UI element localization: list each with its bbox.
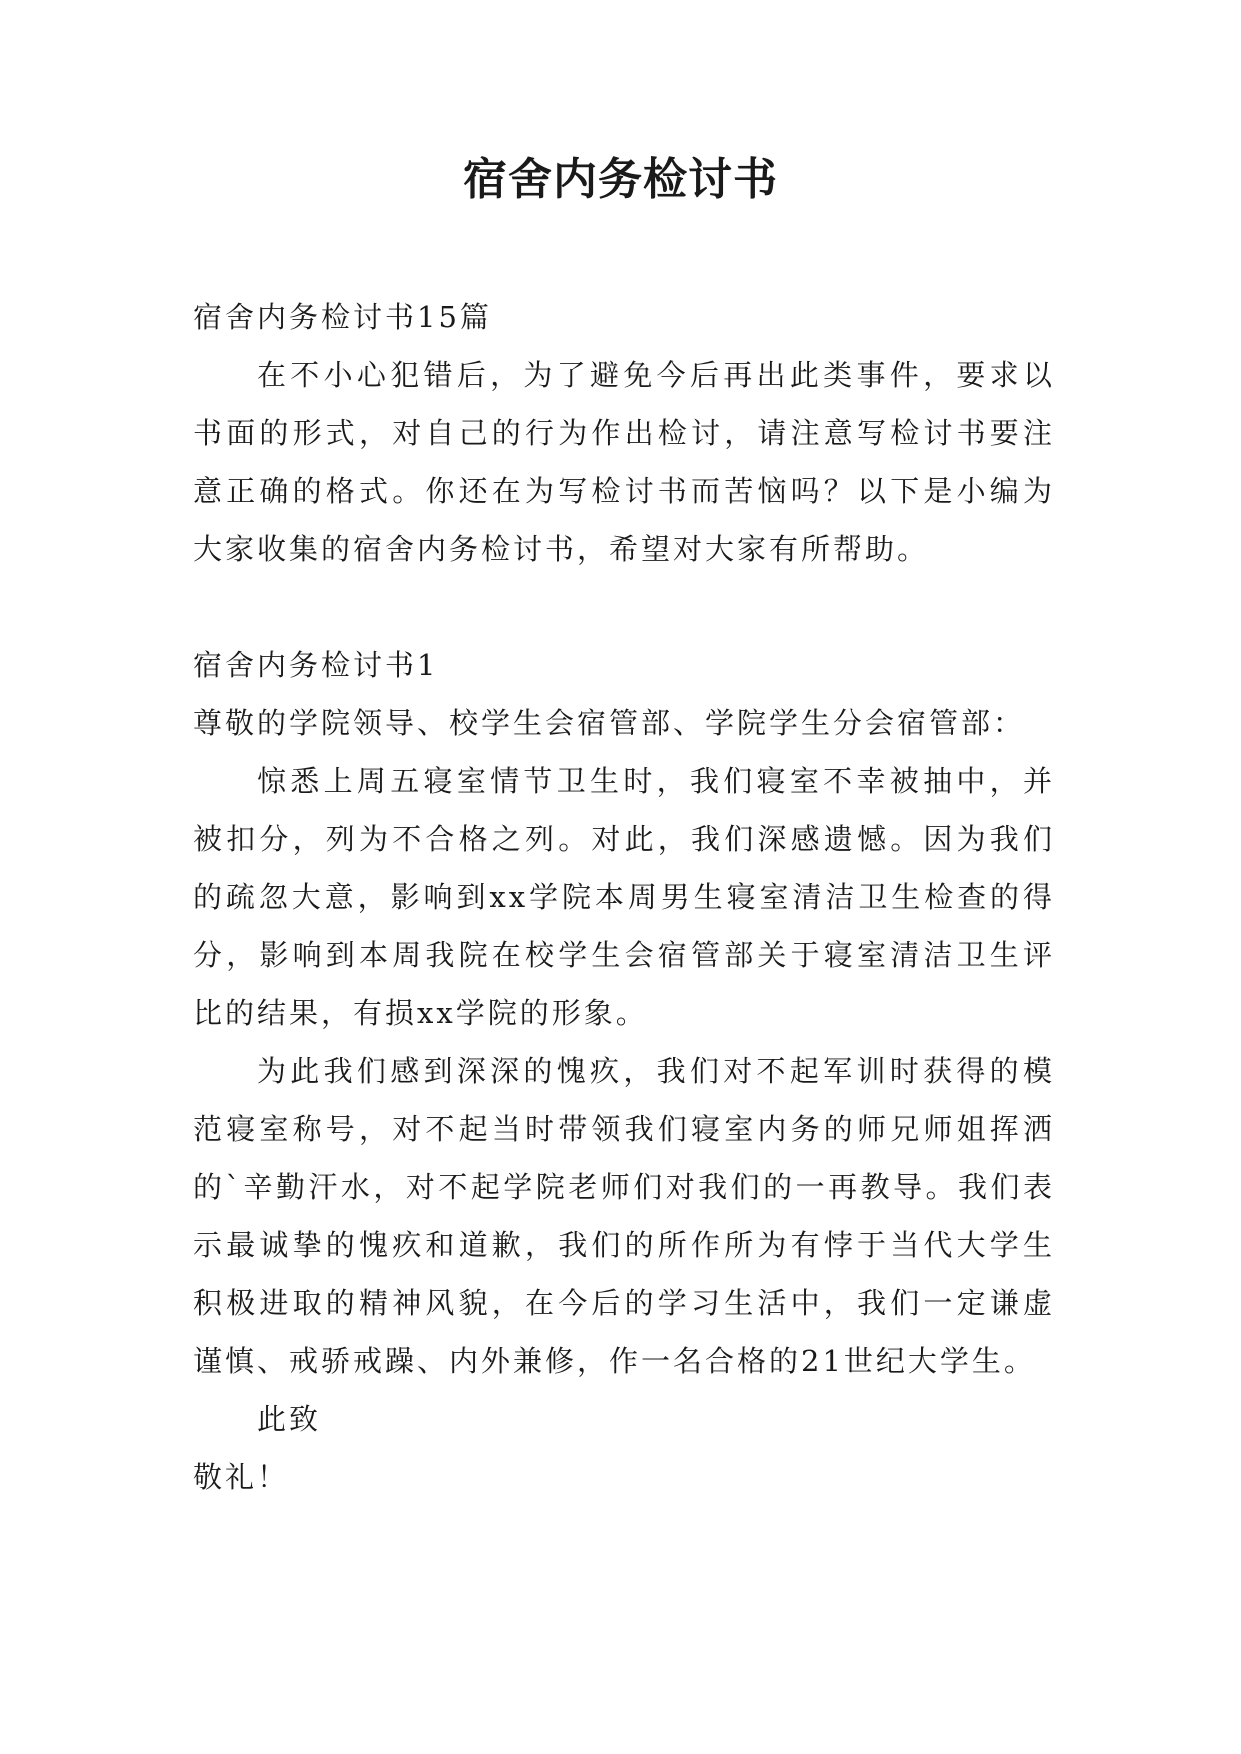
intro-paragraph: 在不小心犯错后，为了避免今后再出此类事件，要求以书面的形式，对自己的行为作出检讨，请注意写检讨书要注意正确的格式。你还在为写检讨书而苦恼吗？以下是小编为大家收集的宿舍内务检讨书，希望对大家有所帮助。 xyxy=(193,358,1055,566)
body-paragraph: 为此我们感到深深的愧疚，我们对不起军训时获得的模范寝室称号，对不起当时带领我们寝室内务的师兄师姐挥洒的`辛勤汗水，对不起学院老师们对我们的一再教导。我们表示最诚挚的愧疚和道歉，我们的所作所为有悖于当代大学生积极进取的精神风貌，在今后的学习生活中，我们一定谦虚谨慎、戒骄戒躁、内外兼修，作一名合格的21世纪大学生。 xyxy=(193,1054,1055,1378)
salutation: 尊敬的学院领导、校学生会宿管部、学院学生分会宿管部： xyxy=(193,706,1026,740)
regards-line: 敬礼！ xyxy=(193,1460,290,1494)
closing-line: 此致 xyxy=(257,1402,322,1436)
section-spacer xyxy=(193,578,1055,636)
body-paragraph: 惊悉上周五寝室情节卫生时，我们寝室不幸被抽中，并被扣分，列为不合格之列。对此，我们深感遗憾。因为我们的疏忽大意，影响到xx学院本周男生寝室清洁卫生检查的得分，影响到本周我院在校学生会宿管部关于寝室清洁卫生评比的结果，有损xx学院的形象。 xyxy=(193,764,1055,1030)
document-body xyxy=(193,288,1055,1506)
document-title: 宿舍内务检讨书 xyxy=(463,154,778,205)
section-heading: 宿舍内务检讨书1 xyxy=(193,648,439,682)
document-subtitle: 宿舍内务检讨书15篇 xyxy=(193,300,492,334)
